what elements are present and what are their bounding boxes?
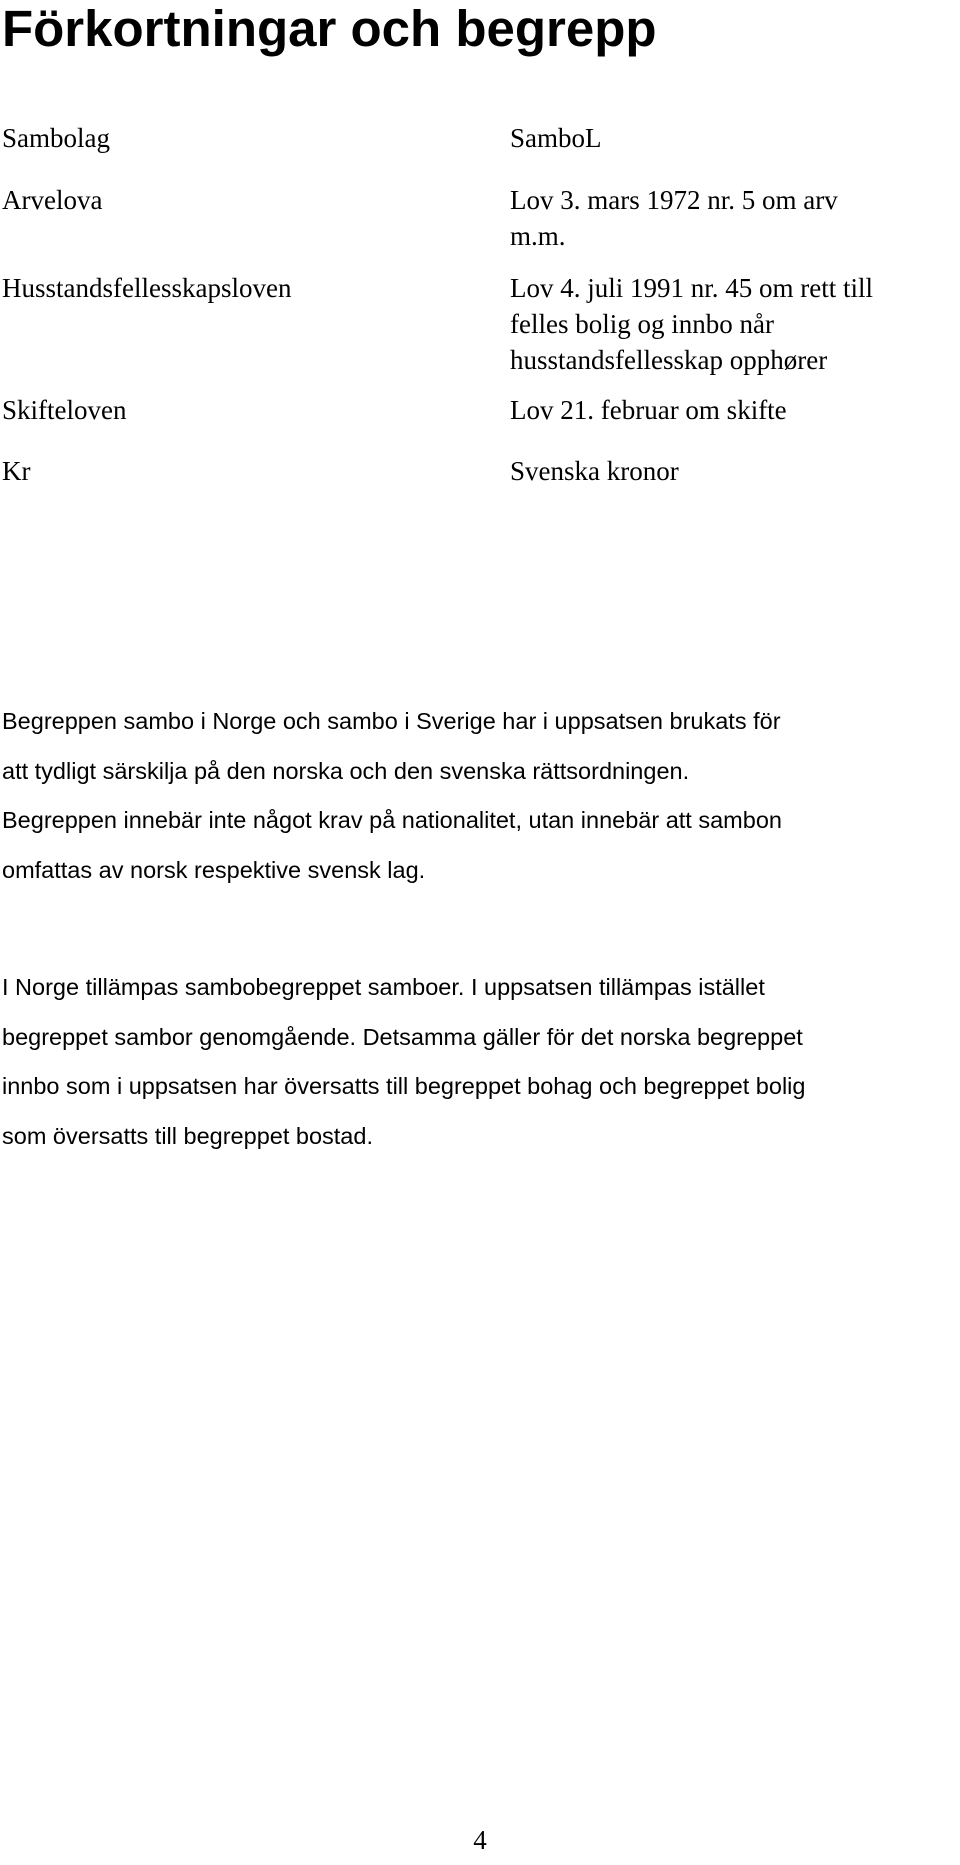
abbreviation-definition: Lov 3. mars 1972 nr. 5 om arv m.m. (510, 185, 838, 251)
abbreviation-term: Kr (2, 456, 31, 486)
abbreviation-definition: SamboL (510, 123, 602, 153)
body-paragraph: Begreppen sambo i Norge och sambo i Sverige har i uppsatsen brukats för att tydligt särskilja på den norska och den svenska rättsordningen. Begreppen innebär inte något krav på nationalitet, utan innebär att sambon omfattas av norsk respektive svensk lag. (2, 708, 782, 883)
abbreviation-definition: Lov 21. februar om skifte (510, 395, 787, 425)
abbreviation-list (2, 120, 922, 493)
abbreviation-row (2, 270, 922, 392)
abbreviation-row (2, 392, 922, 453)
abbreviation-row (2, 182, 922, 270)
abbreviation-row (2, 120, 922, 182)
abbreviation-term: Skifteloven (2, 395, 127, 425)
abbreviation-term: Arvelova (2, 185, 103, 215)
abbreviation-term: Husstandsfellesskapsloven (2, 273, 292, 303)
abbreviation-definition: Lov 4. juli 1991 nr. 45 om rett till felles bolig og innbo når husstandsfellesskap opphører (510, 273, 873, 375)
page-title: Förkortningar och begrepp (2, 0, 657, 57)
abbreviation-definition: Svenska kronor (510, 456, 679, 486)
abbreviation-row (2, 453, 922, 493)
page-number: 4 (473, 1825, 487, 1855)
abbreviation-term: Sambolag (2, 123, 110, 153)
body-paragraph: I Norge tillämpas sambobegreppet samboer. I uppsatsen tillämpas istället begreppet sambor genomgående. Detsamma gäller för det norska begreppet innbo som i uppsatsen har översatts till begreppet bohag och begreppet bolig som översatts till begreppet bostad. (2, 974, 806, 1149)
